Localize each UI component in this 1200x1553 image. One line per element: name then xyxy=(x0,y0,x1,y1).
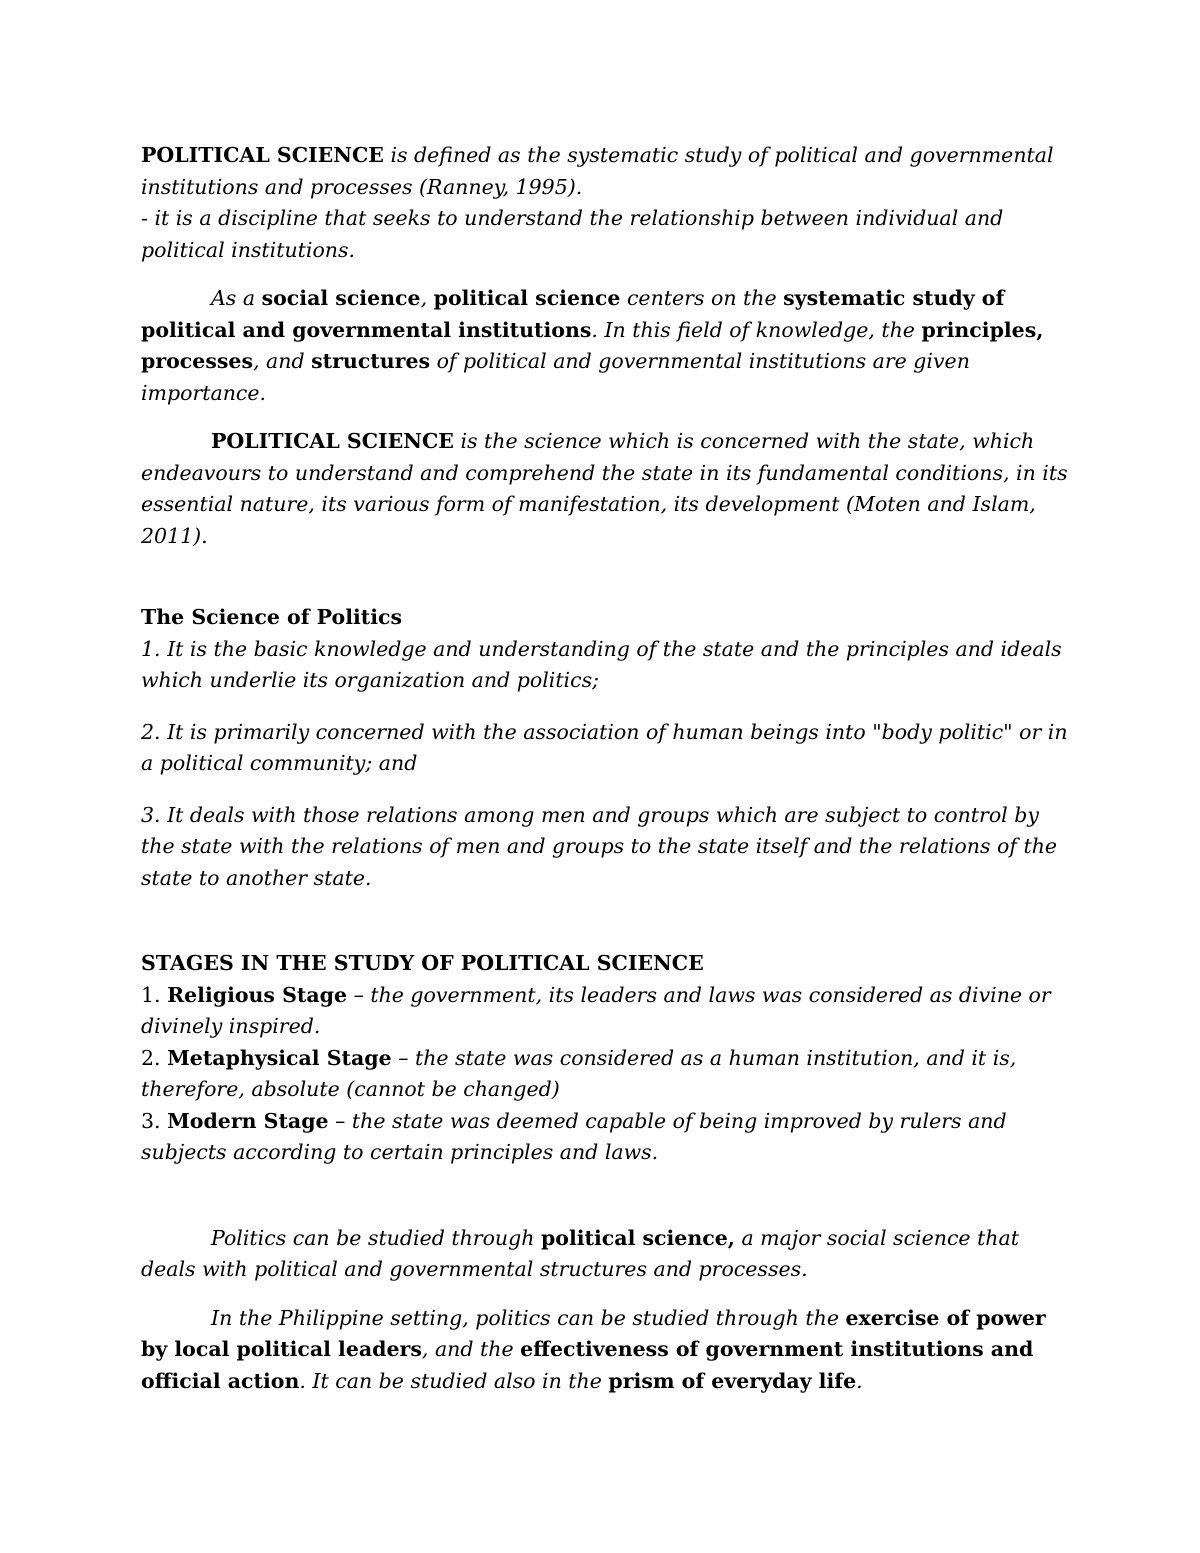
term-political-science: POLITICAL SCIENCE xyxy=(141,143,384,167)
definition-text: is defined as the systematic study of political and governmental institutions and processes (Ranney, 1995). xyxy=(141,143,1054,199)
definition-paragraph-1 xyxy=(141,140,1071,203)
section-heading-science-of-politics: The Science of Politics xyxy=(141,605,403,629)
social-science-paragraph: As a social science, political science centers on the systematic study of political and governmental institutions. In this field of knowledge, the principles, processes, and structures of political and governmental institutions are given importance. xyxy=(141,286,1044,405)
document-page xyxy=(141,140,1071,1397)
stage-item: 2. Metaphysical Stage – the state was considered as a human institution, and it is, therefore, absolute (cannot be changed) xyxy=(141,1045,1017,1101)
term-political-science: POLITICAL SCIENCE xyxy=(211,429,454,453)
philippine-setting-paragraph: In the Philippine setting, politics can be studied through the exercise of power by local political leaders, and the effectiveness of government institutions and official action. It can be studied also in the prism of everyday life. xyxy=(141,1305,1046,1393)
section-heading-stages: STAGES IN THE STUDY OF POLITICAL SCIENCE xyxy=(141,951,704,975)
politics-study-paragraph: Politics can be studied through political science, a major social science that deals with political and governmental structures and processes. xyxy=(141,1225,1019,1281)
stage-item: 1. Religious Stage – the government, its leaders and laws was considered as divine or divinely inspired. xyxy=(141,982,1051,1038)
list-item: 1. It is the basic knowledge and understanding of the state and the principles and ideals which underlie its organization and politics; xyxy=(141,636,1062,692)
definition-line-2: - it is a discipline that seeks to understand the relationship between individual and political institutions. xyxy=(141,206,1004,262)
state-paragraph: POLITICAL SCIENCE is the science which is concerned with the state, which endeavours to understand and comprehend the state in its fundamental conditions, in its essential nature, its various form of manifestation, its development (Moten and Islam, 2011). xyxy=(141,429,1068,548)
stage-item: 3. Modern Stage – the state was deemed capable of being improved by rulers and subjects according to certain principles and laws. xyxy=(141,1108,1007,1164)
list-item: 2. It is primarily concerned with the association of human beings into "body politic" or in a political community; and xyxy=(141,719,1068,775)
list-item: 3. It deals with those relations among men and groups which are subject to control by the state with the relations of men and groups to the state itself and the relations of the state to another state. xyxy=(141,802,1058,890)
